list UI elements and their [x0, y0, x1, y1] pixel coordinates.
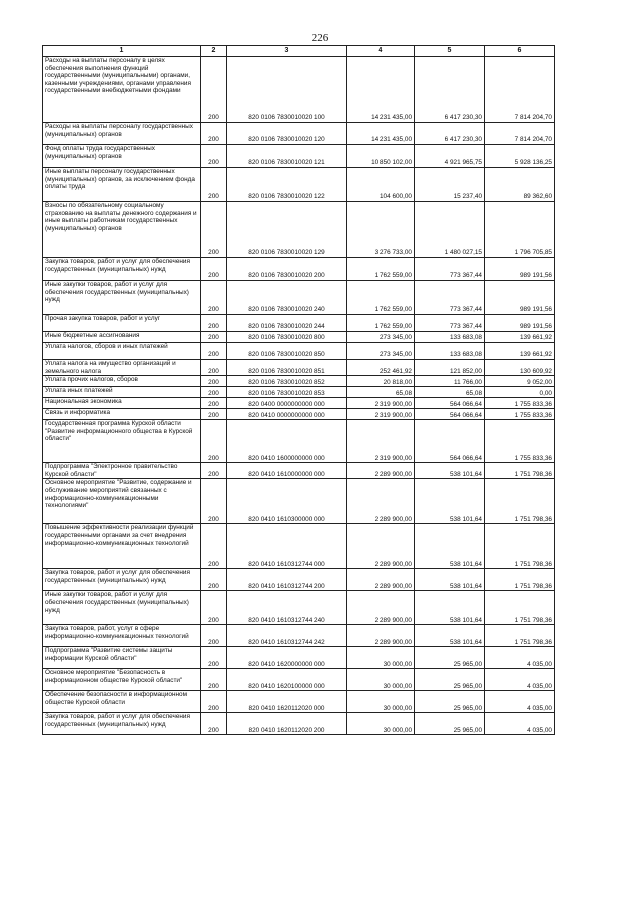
- cell-amount-remaining: 89 362,60: [485, 168, 555, 202]
- column-header: 1: [43, 46, 201, 57]
- cell-description: Иные выплаты персоналу государственных (муниципальных) органов, за исключением фонда оплаты труда: [43, 168, 201, 202]
- cell-code: 200: [201, 691, 227, 713]
- cell-description: Закупка товаров, работ и услуг для обеспечения государственных (муниципальных) нужд: [43, 713, 201, 735]
- table-row: [43, 479, 555, 524]
- cell-classification: 820 0106 7830010020 120: [227, 123, 347, 145]
- cell-description: Иные бюджетные ассигнования: [43, 332, 201, 343]
- cell-description: Уплата прочих налогов, сборов: [43, 376, 201, 387]
- cell-code: 200: [201, 625, 227, 647]
- column-header: 4: [347, 46, 415, 57]
- cell-amount-executed: 65,08: [415, 387, 485, 398]
- cell-amount-approved: 2 289 900,00: [347, 463, 415, 479]
- cell-amount-remaining: 4 035,00: [485, 713, 555, 735]
- cell-amount-remaining: 139 661,92: [485, 332, 555, 343]
- cell-amount-remaining: 0,00: [485, 387, 555, 398]
- cell-amount-approved: 65,08: [347, 387, 415, 398]
- cell-amount-remaining: 7 814 204,70: [485, 123, 555, 145]
- table-row: [43, 258, 555, 281]
- cell-description: Взносы по обязательному социальному страхованию на выплаты денежного содержания и иные выплаты работникам государственных (муниципальных) органов: [43, 202, 201, 258]
- cell-code: 200: [201, 281, 227, 315]
- cell-amount-remaining: 1 751 798,36: [485, 625, 555, 647]
- cell-code: 200: [201, 258, 227, 281]
- table-row: [43, 315, 555, 332]
- cell-amount-executed: 4 921 965,75: [415, 145, 485, 168]
- cell-code: 200: [201, 479, 227, 524]
- cell-amount-approved: 104 600,00: [347, 168, 415, 202]
- cell-amount-remaining: 9 052,00: [485, 376, 555, 387]
- table-row: [43, 420, 555, 463]
- cell-amount-approved: 14 231 435,00: [347, 57, 415, 123]
- cell-amount-approved: 2 289 900,00: [347, 625, 415, 647]
- cell-classification: 820 0106 7830010020 853: [227, 387, 347, 398]
- cell-code: 200: [201, 145, 227, 168]
- column-header: 2: [201, 46, 227, 57]
- cell-description: Уплата налога на имущество организаций и земельного налога: [43, 360, 201, 376]
- cell-amount-executed: 538 101,64: [415, 625, 485, 647]
- column-header: 5: [415, 46, 485, 57]
- cell-code: 200: [201, 315, 227, 332]
- cell-amount-remaining: 1 755 833,36: [485, 409, 555, 420]
- column-header: 3: [227, 46, 347, 57]
- table-row: [43, 463, 555, 479]
- cell-amount-executed: 25 965,00: [415, 691, 485, 713]
- cell-amount-executed: 25 965,00: [415, 713, 485, 735]
- cell-amount-remaining: 989 191,56: [485, 258, 555, 281]
- table-row: [43, 669, 555, 691]
- cell-amount-executed: 133 683,08: [415, 343, 485, 360]
- table-row: [43, 625, 555, 647]
- cell-code: 200: [201, 168, 227, 202]
- cell-description: Связь и информатика: [43, 409, 201, 420]
- cell-amount-remaining: 1 751 798,36: [485, 463, 555, 479]
- cell-description: Иные закупки товаров, работ и услуг для обеспечения государственных (муниципальных) нужд: [43, 591, 201, 625]
- cell-classification: 820 0106 7830010020 200: [227, 258, 347, 281]
- table-row: [43, 123, 555, 145]
- cell-classification: 820 0410 1610312744 000: [227, 524, 347, 569]
- cell-code: 200: [201, 524, 227, 569]
- cell-code: 200: [201, 463, 227, 479]
- cell-amount-approved: 1 762 559,00: [347, 258, 415, 281]
- cell-amount-executed: 25 965,00: [415, 669, 485, 691]
- cell-description: Расходы на выплаты персоналу государственных (муниципальных) органов: [43, 123, 201, 145]
- cell-amount-remaining: 4 035,00: [485, 691, 555, 713]
- cell-description: Прочая закупка товаров, работ и услуг: [43, 315, 201, 332]
- cell-amount-approved: 30 000,00: [347, 713, 415, 735]
- cell-amount-approved: 273 345,00: [347, 332, 415, 343]
- cell-amount-approved: 2 289 900,00: [347, 569, 415, 591]
- cell-code: 200: [201, 343, 227, 360]
- cell-classification: 820 0106 7830010020 800: [227, 332, 347, 343]
- cell-classification: 820 0410 1610312744 200: [227, 569, 347, 591]
- cell-description: Иные закупки товаров, работ и услуг для обеспечения государственных (муниципальных) нужд: [43, 281, 201, 315]
- cell-amount-approved: 10 850 102,00: [347, 145, 415, 168]
- cell-amount-executed: 25 965,00: [415, 647, 485, 669]
- cell-classification: 820 0410 1620112020 000: [227, 691, 347, 713]
- cell-classification: 820 0106 7830010020 100: [227, 57, 347, 123]
- cell-description: Государственная программа Курской области "Развитие информационного общества в Курской области": [43, 420, 201, 463]
- cell-amount-executed: 773 367,44: [415, 315, 485, 332]
- cell-description: Фонд оплаты труда государственных (муниципальных) органов: [43, 145, 201, 168]
- cell-amount-approved: 30 000,00: [347, 691, 415, 713]
- cell-code: 200: [201, 647, 227, 669]
- cell-amount-approved: 30 000,00: [347, 669, 415, 691]
- cell-amount-approved: 30 000,00: [347, 647, 415, 669]
- cell-code: 200: [201, 360, 227, 376]
- cell-classification: 820 0410 1610312744 242: [227, 625, 347, 647]
- cell-code: 200: [201, 57, 227, 123]
- cell-code: 200: [201, 387, 227, 398]
- cell-description: Подпрограмма "Электронное правительство Курской области": [43, 463, 201, 479]
- cell-description: Основное мероприятие "Развитие, содержание и обслуживание мероприятий связанных с информационно-коммуникационными технологиями": [43, 479, 201, 524]
- table-header-row: [43, 46, 555, 57]
- table-row: [43, 409, 555, 420]
- cell-amount-approved: 3 276 733,00: [347, 202, 415, 258]
- cell-amount-approved: 273 345,00: [347, 343, 415, 360]
- cell-amount-remaining: 1 755 833,36: [485, 420, 555, 463]
- cell-code: 200: [201, 376, 227, 387]
- cell-code: 200: [201, 713, 227, 735]
- cell-description: Уплата налогов, сборов и иных платежей: [43, 343, 201, 360]
- table-row: [43, 145, 555, 168]
- table-row: [43, 713, 555, 735]
- cell-classification: 820 0106 7830010020 129: [227, 202, 347, 258]
- page-number: 226: [311, 32, 329, 44]
- cell-classification: 820 0410 1620000000 000: [227, 647, 347, 669]
- cell-description: Основное мероприятие "Безопасность в информационном обществе Курской области": [43, 669, 201, 691]
- cell-amount-executed: 538 101,64: [415, 591, 485, 625]
- table-row: [43, 376, 555, 387]
- table-row: [43, 647, 555, 669]
- cell-amount-remaining: 989 191,56: [485, 315, 555, 332]
- cell-amount-remaining: 7 814 204,70: [485, 57, 555, 123]
- cell-description: Национальная экономика: [43, 398, 201, 409]
- cell-code: 200: [201, 591, 227, 625]
- cell-description: Обеспечение безопасности в информационном обществе Курской области: [43, 691, 201, 713]
- cell-amount-executed: 6 417 230,30: [415, 57, 485, 123]
- cell-amount-remaining: 1 751 798,36: [485, 569, 555, 591]
- cell-amount-approved: 2 319 900,00: [347, 409, 415, 420]
- cell-amount-executed: 15 237,40: [415, 168, 485, 202]
- cell-amount-executed: 538 101,64: [415, 524, 485, 569]
- cell-amount-remaining: 1 796 705,85: [485, 202, 555, 258]
- cell-amount-executed: 121 852,00: [415, 360, 485, 376]
- cell-code: 200: [201, 123, 227, 145]
- cell-amount-executed: 773 367,44: [415, 281, 485, 315]
- table-row: [43, 691, 555, 713]
- cell-amount-executed: 564 066,64: [415, 409, 485, 420]
- column-header: 6: [485, 46, 555, 57]
- cell-code: 200: [201, 569, 227, 591]
- cell-classification: 820 0106 7830010020 240: [227, 281, 347, 315]
- cell-code: 200: [201, 409, 227, 420]
- cell-amount-executed: 538 101,64: [415, 479, 485, 524]
- cell-classification: 820 0106 7830010020 850: [227, 343, 347, 360]
- cell-classification: 820 0400 0000000000 000: [227, 398, 347, 409]
- cell-amount-remaining: 1 755 833,36: [485, 398, 555, 409]
- cell-classification: 820 0106 7830010020 122: [227, 168, 347, 202]
- cell-amount-executed: 564 066,64: [415, 420, 485, 463]
- cell-amount-approved: 2 289 900,00: [347, 591, 415, 625]
- budget-table: [42, 45, 555, 735]
- cell-classification: 820 0106 7830010020 244: [227, 315, 347, 332]
- cell-amount-executed: 6 417 230,30: [415, 123, 485, 145]
- cell-amount-approved: 2 289 900,00: [347, 479, 415, 524]
- cell-amount-remaining: 5 928 136,25: [485, 145, 555, 168]
- table-row: [43, 398, 555, 409]
- cell-description: Закупка товаров, работ и услуг для обеспечения государственных (муниципальных) нужд: [43, 258, 201, 281]
- cell-amount-executed: 564 066,64: [415, 398, 485, 409]
- cell-amount-approved: 20 818,00: [347, 376, 415, 387]
- table-row: [43, 343, 555, 360]
- cell-description: Подпрограмма "Развитие системы защиты информации Курской области": [43, 647, 201, 669]
- cell-amount-executed: 538 101,64: [415, 569, 485, 591]
- table-row: [43, 57, 555, 123]
- cell-classification: 820 0106 7830010020 852: [227, 376, 347, 387]
- cell-amount-approved: 2 319 900,00: [347, 420, 415, 463]
- cell-code: 200: [201, 332, 227, 343]
- table-row: [43, 168, 555, 202]
- cell-amount-remaining: 989 191,56: [485, 281, 555, 315]
- cell-amount-approved: 252 461,92: [347, 360, 415, 376]
- table-row: [43, 591, 555, 625]
- cell-amount-remaining: 139 661,92: [485, 343, 555, 360]
- cell-amount-remaining: 1 751 798,36: [485, 524, 555, 569]
- cell-amount-executed: 11 766,00: [415, 376, 485, 387]
- cell-description: Расходы на выплаты персоналу в целях обеспечения выполнения функций государственными (муниципальными) органами, казенными учреждениями, органами управления государственными внебюджетными фондами: [43, 57, 201, 123]
- cell-description: Закупка товаров, работ, услуг в сфере информационно-коммуникационных технологий: [43, 625, 201, 647]
- table-row: [43, 202, 555, 258]
- table-row: [43, 360, 555, 376]
- cell-code: 200: [201, 398, 227, 409]
- cell-description: Уплата иных платежей: [43, 387, 201, 398]
- cell-amount-remaining: 130 609,92: [485, 360, 555, 376]
- cell-classification: 820 0410 1610312744 240: [227, 591, 347, 625]
- table-row: [43, 569, 555, 591]
- cell-amount-approved: 2 289 900,00: [347, 524, 415, 569]
- cell-amount-executed: 538 101,64: [415, 463, 485, 479]
- cell-classification: 820 0410 1600000000 000: [227, 420, 347, 463]
- cell-amount-executed: 133 683,08: [415, 332, 485, 343]
- cell-code: 200: [201, 420, 227, 463]
- cell-amount-approved: 1 762 559,00: [347, 281, 415, 315]
- table-row: [43, 524, 555, 569]
- cell-amount-approved: 1 762 559,00: [347, 315, 415, 332]
- cell-description: Повышение эффективности реализации функций государственными органами за счет внедрения информационно-коммуникационных технологий: [43, 524, 201, 569]
- table-row: [43, 332, 555, 343]
- cell-amount-approved: 2 319 900,00: [347, 398, 415, 409]
- cell-code: 200: [201, 202, 227, 258]
- cell-code: 200: [201, 669, 227, 691]
- cell-classification: 820 0106 7830010020 851: [227, 360, 347, 376]
- cell-classification: 820 0106 7830010020 121: [227, 145, 347, 168]
- cell-amount-remaining: 1 751 798,36: [485, 591, 555, 625]
- cell-amount-remaining: 1 751 798,36: [485, 479, 555, 524]
- cell-classification: 820 0410 1610000000 000: [227, 463, 347, 479]
- cell-amount-remaining: 4 035,00: [485, 669, 555, 691]
- cell-amount-remaining: 4 035,00: [485, 647, 555, 669]
- cell-description: Закупка товаров, работ и услуг для обеспечения государственных (муниципальных) нужд: [43, 569, 201, 591]
- cell-amount-executed: 1 480 027,15: [415, 202, 485, 258]
- table-row: [43, 387, 555, 398]
- table-row: [43, 281, 555, 315]
- cell-classification: 820 0410 0000000000 000: [227, 409, 347, 420]
- cell-amount-approved: 14 231 435,00: [347, 123, 415, 145]
- cell-classification: 820 0410 1620100000 000: [227, 669, 347, 691]
- cell-amount-executed: 773 367,44: [415, 258, 485, 281]
- cell-classification: 820 0410 1610300000 000: [227, 479, 347, 524]
- cell-classification: 820 0410 1620112020 200: [227, 713, 347, 735]
